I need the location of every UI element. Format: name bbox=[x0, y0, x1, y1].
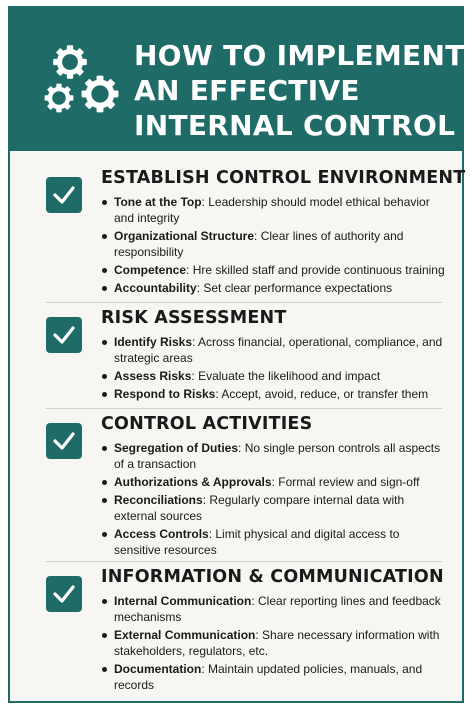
item-term: Segregation of Duties bbox=[114, 441, 239, 455]
divider bbox=[46, 561, 442, 562]
item-term: Assess Risks bbox=[114, 369, 192, 383]
title-line-2: AN EFFECTIVE bbox=[134, 74, 360, 107]
item-desc: Formal review and sign-off bbox=[278, 475, 420, 489]
title-line-1: HOW TO IMPLEMENT bbox=[134, 39, 465, 72]
item-term: Accountability bbox=[114, 281, 197, 295]
item-desc: Accept, avoid, reduce, or transfer them bbox=[221, 387, 429, 401]
item-desc: Clear reporting lines and feedback mechanisms bbox=[114, 594, 441, 624]
list-item: Competence: Hre skilled staff and provide continuous training bbox=[101, 262, 447, 278]
infographic-frame bbox=[8, 6, 464, 703]
section-title: INFORMATION & COMMUNICATION bbox=[101, 567, 444, 587]
title-line-3: INTERNAL CONTROL bbox=[134, 109, 456, 142]
list-item: Reconciliations: Regularly compare internal data with external sources bbox=[101, 492, 447, 524]
item-desc: No single person controls all aspects of a transaction bbox=[114, 441, 441, 471]
list-item: Organizational Structure: Clear lines of authority and responsibility bbox=[101, 228, 447, 260]
item-term: Documentation bbox=[114, 662, 202, 676]
item-term: Organizational Structure bbox=[114, 229, 255, 243]
section-title: RISK ASSESSMENT bbox=[101, 308, 287, 328]
item-desc: Regularly compare internal data with external sources bbox=[114, 493, 405, 523]
item-term: Authorizations & Approvals bbox=[114, 475, 272, 489]
divider bbox=[46, 408, 442, 409]
list-item: Authorizations & Approvals: Formal review and sign-off bbox=[101, 474, 447, 490]
item-term: Internal Communication bbox=[114, 594, 252, 608]
checkbox-icon bbox=[46, 317, 82, 353]
list-item: Documentation: Maintain updated policies, manuals, and records bbox=[101, 661, 447, 693]
item-desc: Across financial, operational, compliance, and strategic areas bbox=[114, 335, 443, 365]
item-desc: Hre skilled staff and provide continuous training bbox=[192, 263, 445, 277]
item-desc: Leadership should model ethical behavior and integrity bbox=[114, 195, 430, 225]
list-item: Access Controls: Limit physical and digital access to sensitive resources bbox=[101, 526, 447, 558]
section-title: ESTABLISH CONTROL ENVIRONMENT bbox=[101, 168, 466, 188]
list-item: Accountability: Set clear performance expectations bbox=[101, 280, 447, 296]
list-item: Internal Communication: Clear reporting lines and feedback mechanisms bbox=[101, 593, 447, 625]
list-item: Tone at the Top: Leadership should model ethical behavior and integrity bbox=[101, 194, 447, 226]
item-desc: Maintain updated policies, manuals, and records bbox=[114, 662, 423, 692]
checkbox-icon bbox=[46, 177, 82, 213]
list-item: External Communication: Share necessary information with stakeholders, regulators, etc. bbox=[101, 627, 447, 659]
list-item: Respond to Risks: Accept, avoid, reduce, or transfer them bbox=[101, 386, 447, 402]
item-desc: Share necessary information with stakeholders, regulators, etc. bbox=[114, 628, 440, 658]
section-title: CONTROL ACTIVITIES bbox=[101, 414, 313, 434]
divider bbox=[46, 302, 442, 303]
item-term: Tone at the Top bbox=[114, 195, 202, 209]
page-title bbox=[134, 38, 465, 143]
header-banner bbox=[10, 8, 465, 151]
list-item: Assess Risks: Evaluate the likelihood and impact bbox=[101, 368, 447, 384]
item-desc: Set clear performance expectations bbox=[203, 281, 393, 295]
item-term: Access Controls bbox=[114, 527, 209, 541]
item-desc: Clear lines of authority and responsibility bbox=[114, 229, 404, 259]
checkbox-icon bbox=[46, 576, 82, 612]
checkbox-icon bbox=[46, 423, 82, 459]
gears-icon bbox=[44, 42, 124, 120]
item-desc: Limit physical and digital access to sensitive resources bbox=[114, 527, 400, 557]
item-term: External Communication bbox=[114, 628, 256, 642]
item-term: Competence bbox=[114, 263, 187, 277]
list-item: Identify Risks: Across financial, operational, compliance, and strategic areas bbox=[101, 334, 447, 366]
item-term: Reconciliations bbox=[114, 493, 203, 507]
item-term: Identify Risks bbox=[114, 335, 193, 349]
item-term: Respond to Risks bbox=[114, 387, 216, 401]
list-item: Segregation of Duties: No single person controls all aspects of a transaction bbox=[101, 440, 447, 472]
item-desc: Evaluate the likelihood and impact bbox=[198, 369, 381, 383]
